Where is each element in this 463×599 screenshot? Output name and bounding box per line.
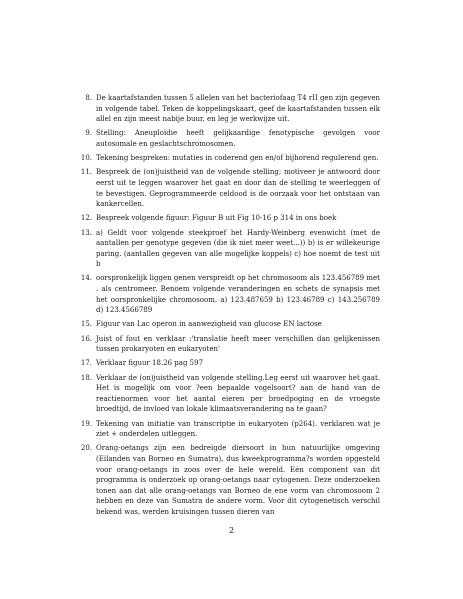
question-number: 9. xyxy=(85,129,92,138)
question-item xyxy=(80,373,380,415)
question-text: Juist of fout en verklaar :'translatie heeft meer verschillen dan gelijkenissen tussen prokaryoten en eukaryoten' xyxy=(96,334,380,354)
question-text: Verklaar figuur 18.26 pag 597 xyxy=(96,359,204,368)
question-text: Tekening bespreken: mutaties in coderend gen en/of bijhorend regulerend gen. xyxy=(96,154,379,163)
question-item xyxy=(85,93,380,125)
question-text: Stelling: Aneuploïdie heeft gelijkaardige fenotypische gevolgen voor autosomale en geslachtschromosomen. xyxy=(96,129,380,148)
question-item xyxy=(80,228,380,270)
question-text: Tekening van initiatie van transcriptie in eukaryoten (p264). verklaren wat je ziet + onderdelen uitleggen. xyxy=(96,419,380,439)
page-number: 2 xyxy=(228,526,235,535)
question-item xyxy=(80,319,380,330)
question-text: Verklaar de (on)juistheid van volgende stelling.Leg eerst uit waarover het gaat. Het is mogelijk om voor ?een bepaalde vogelsoort? aan de hand van de reactienormen voor het aantal eieren per broedpoging en de vroegste broedtijd, de invloed van lokale klimaatsverandering na te gaan? xyxy=(96,373,380,414)
question-item xyxy=(80,358,380,369)
question-text: oorspronkelijk liggen genen verspreidt op het chromosoom als 123.456789 met . als centromeer. Benoem volgende veranderingen en schets de synapsis met het oorspronkelijke chromosoom. a) 123.487659 b) 123.46789 c) 143.256789 d) 123.4566789 xyxy=(96,274,380,315)
question-number: 8. xyxy=(85,94,92,102)
question-text: a) Geldt voor volgende steekproef het Hardy-Weinberg evenwicht (met de aantallen per genotype gegeven (die ik niet meer weet...)) b) is er willekeurige paring. (aantallen gegeven van alle mogelijke koppels) c) hoe noemt de test uit b xyxy=(96,228,380,269)
question-list xyxy=(80,93,380,521)
question-item xyxy=(80,273,380,315)
question-item xyxy=(80,443,380,517)
question-item xyxy=(80,213,380,224)
question-number: 19. xyxy=(80,419,92,428)
question-text: De kaartafstanden tussen 5 allelen van het bacteriofaag T4 rII gen zijn gegeven in volgende tabel. Teken de koppelingskaart, geef de kaartafstanden tussen elk allel en zijn meest nabije buur, en leg je werkwijze uit. xyxy=(96,94,380,124)
question-number: 17. xyxy=(80,359,92,368)
question-item xyxy=(80,153,380,164)
question-text: Figuur van Lac operon in aanwezigheid van glucose EN lactose xyxy=(96,320,322,329)
question-item xyxy=(80,334,380,355)
question-item xyxy=(80,167,380,209)
question-text: Bespreek de (on)juistheid van de volgende stelling; motiveer je antwoord door eerst uit te leggen waarover het gaat en door dan de stelling te weerleggen of te bevestigen. Geprogrammeerde celdood is de oorzaak voor het ontstaan van kankercellen. xyxy=(96,168,380,209)
question-number: 18. xyxy=(80,373,92,382)
question-text: Bespreek volgende figuur: Figuur B uit Fig 10-16 p 314 in ons boek xyxy=(96,214,337,223)
question-number: 14. xyxy=(80,274,92,283)
question-number: 10. xyxy=(80,154,92,163)
question-number: 15. xyxy=(80,320,92,329)
question-item xyxy=(80,419,380,440)
question-number: 16. xyxy=(80,334,92,343)
question-number: 11. xyxy=(80,168,92,177)
question-item xyxy=(85,128,380,149)
question-number: 12. xyxy=(80,214,92,223)
question-number: 20. xyxy=(80,444,92,453)
question-number: 13. xyxy=(80,228,92,237)
question-text: Orang-oetangs zijn een bedreigde diersoort in hun natuurlijke omgeving (Eilanden van Borneo en Sumatra), dus kweekprogramma?s worden opgesteld voor orang-oetangs in zoos over de hele wereld. Eén component van dit programma is onderzoek op orang-oetangs naar cytogenen. Deze onderzoeken tonen aan dat alle orang-oetangs van Borneo de ene vorm van chromosoom 2 hebben en deze van Sumatra de andere vorm. Voor dit cytogenetisch verschil bekend was, werden kruisingen tussen dieren van xyxy=(96,444,380,516)
